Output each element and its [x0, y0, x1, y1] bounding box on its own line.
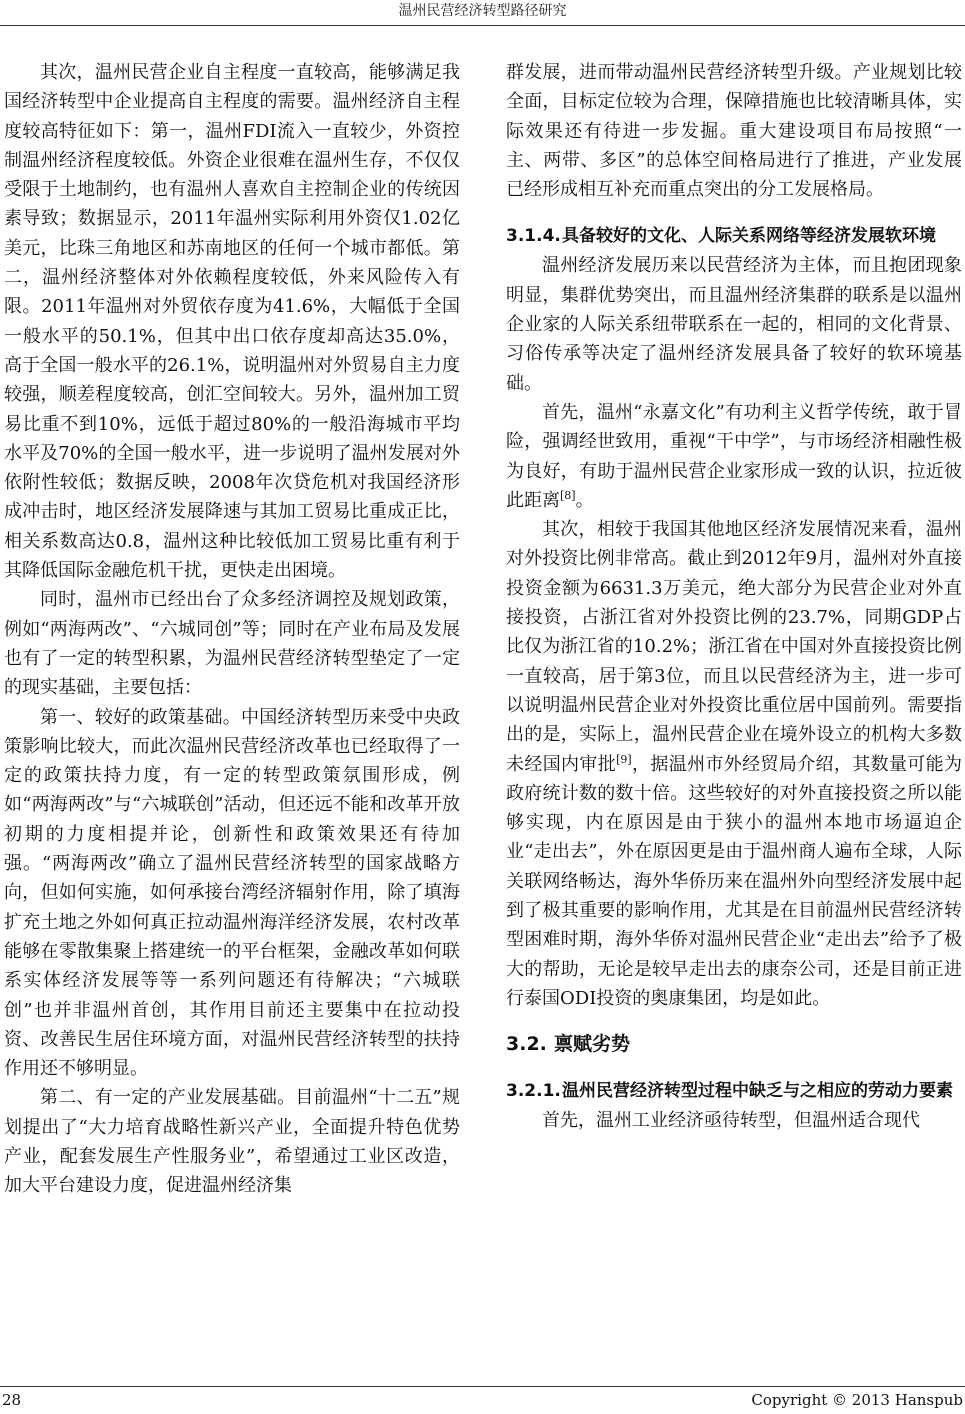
- footer-rule: [0, 1386, 965, 1387]
- paragraph-text-end: 。: [575, 489, 594, 511]
- paragraph-text-continued: ，据温州市外经贸局介绍，其数量可能为政府统计数的数十倍。这些较好的对外直接投资之所以能够实现，内在原因是由于狭小的温州本地市场逼迫企业“走出去”，外在原因更是由于温州商人遍布全球，人际关联网络畅达，海外华侨历来在温州外向型经济发展中起到了极其重要的影响作用，尤其是在目前温州民营经济转型困难时期，海外华侨对温州民营企业“走出去”给予了极大的帮助，无论是较早走出去的康奈公司，还是目前正进行泰国ODI投资的奥康集团，均是如此。: [506, 753, 963, 1009]
- section-title: 禀赋劣势: [554, 1033, 631, 1056]
- citation-ref: [8]: [560, 488, 576, 502]
- section-heading-3-2: [506, 1029, 962, 1059]
- section-number: 3.2.1.: [506, 1081, 561, 1102]
- section-number: 3.2.: [506, 1033, 547, 1056]
- running-header: [0, 0, 965, 26]
- section-title: 温州民营经济转型过程中缺乏与之相应的劳动力要素: [562, 1081, 953, 1102]
- section-heading-3-2-1: [506, 1077, 962, 1106]
- paragraph-industry-foundation-continued: 群发展，进而带动温州民营经济转型升级。产业规划比较全面，目标定位较为合理，保障措施也比较清晰具体，实际效果还有待进一步发掘。重大建设项目布局按照“一主、两带、多区”的总体空间格局进行了推进，产业发展已经形成相互补充而重点突出的分工发展格局。: [506, 62, 962, 201]
- paragraph-outward-investment: [506, 515, 962, 1013]
- paragraph-labor-factor: 首先，温州工业经济亟待转型，但温州适合现代: [542, 1110, 920, 1132]
- copyright-notice: Copyright © 2013 Hanspub: [751, 1391, 963, 1409]
- paragraph-industry-foundation: 第二、有一定的产业发展基础。目前温州“十二五”规划提出了“大力培育战略性新兴产业，全面提升特色优势产业，配套发展生产性服务业”，希望通过工业区改造，加大平台建设力度，促进温州经济集: [4, 1087, 460, 1197]
- paragraph-text: 首先，温州“永嘉文化”有功利主义哲学传统，敢于冒险，强调经世致用，重视“干中学”，与市场经济相融性极为良好，有助于温州民营企业家形成一致的认识，拉近彼此距离: [506, 401, 962, 511]
- paragraph-policy-foundation: 第一、较好的政策基础。中国经济转型历来受中央政策影响比较大，而此次温州民营经济改革也已经取得了一定的政策扶持力度，有一定的转型政策氛围形成，例如“两海两改”与“六城联创”活动，但还远不能和改革开放初期的力度相提并论，创新性和政策效果还有待加强。“两海两改”确立了温州民营经济转型的国家战略方向，但如何实施，如何承接台湾经济辐射作用，除了填海扩充土地之外如何真正拉动温州海洋经济发展，农村改革能够在零散集聚上搭建统一的平台框架，金融改革如何联系实体经济发展等等一系列问题还有待解决；“六城联创”也并非温州首创，其作用目前还主要集中在拉动投资、改善民生居住环境方面，对温州民营经济转型的扶持作用还不够明显。: [4, 706, 460, 1080]
- header-rule: [0, 25, 965, 26]
- section-heading-3-1-4: [506, 222, 962, 251]
- paragraph-text: 其次，相较于我国其他地区经济发展情况来看，温州对外投资比例非常高。截止到2012年9月，温州对外直接投资金额为6631.3万美元，绝大部分为民营企业对外直接投资，占浙江省对外投资比例的23.7%，同期GDP占比仅为浙江省的10.2%；浙江省在中国对外直接投资比例一直较高，居于第3位，而且以民营经济为主，进一步可以说明温州民营企业对外投资比重位居中国前列。需要指出的是，实际上，温州民营企业在境外设立的机构大多数未经国内审批: [506, 519, 962, 775]
- running-title: 温州民营经济转型路径研究: [398, 3, 567, 19]
- section-number: 3.1.4.: [506, 226, 561, 247]
- paragraph-soft-environment: 温州经济发展历来以民营经济为主体，而且抱团现象明显，集群优势突出，而且温州经济集群的联系是以温州企业家的人际关系纽带联系在一起的，相同的文化背景、习俗传承等决定了温州经济发展具备了较好的软环境基础。: [506, 255, 962, 394]
- right-column: [506, 58, 962, 1136]
- left-column: [4, 58, 460, 1201]
- page-number: 28: [2, 1391, 22, 1409]
- citation-ref: [9]: [616, 752, 632, 766]
- paragraph-policy-overview: 同时，温州市已经出台了众多经济调控及规划政策，例如“两海两改”、“六城同创”等；同时在产业布局及发展也有了一定的转型积累，为温州民营经济转型垫定了一定的现实基础，主要包括：: [4, 589, 460, 699]
- paragraph-autonomy: 其次，温州民营企业自主程度一直较高，能够满足我国经济转型中企业提高自主程度的需要。温州经济自主程度较高特征如下：第一，温州FDI流入一直较少，外资控制温州经济程度较低。外资企业很难在温州生存，不仅仅受限于土地制约，也有温州人喜欢自主控制企业的传统因素导致；数据显示，2011年温州实际利用外资仅1.02亿美元，比珠三角地区和苏南地区的任何一个城市都低。第二，温州经济整体对外依赖程度较低，外来风险传入有限。2011年温州对外贸依存度为41.6%，大幅低于全国一般水平的50.1%，但其中出口依存度却高达35.0%，高于全国一般水平的26.1%，说明温州对外贸易自主力度较强，顺差程度较高，创汇空间较大。另外，温州加工贸易比重不到10%，远低于超过80%的一般沿海城市平均水平及70%的全国一般水平，进一步说明了温州发展对外依附性较低；数据反映，2008年次贷危机对我国经济形成冲击时，地区经济发展降速与其加工贸易比重成正比，相关系数高达0.8，温州这种比较低加工贸易比重有利于其降低国际金融危机干扰，更快走出困境。: [4, 62, 460, 582]
- paragraph-yongjia-culture: [506, 398, 962, 515]
- section-title: 具备较好的文化、人际关系网络等经济发展软环境: [562, 226, 936, 247]
